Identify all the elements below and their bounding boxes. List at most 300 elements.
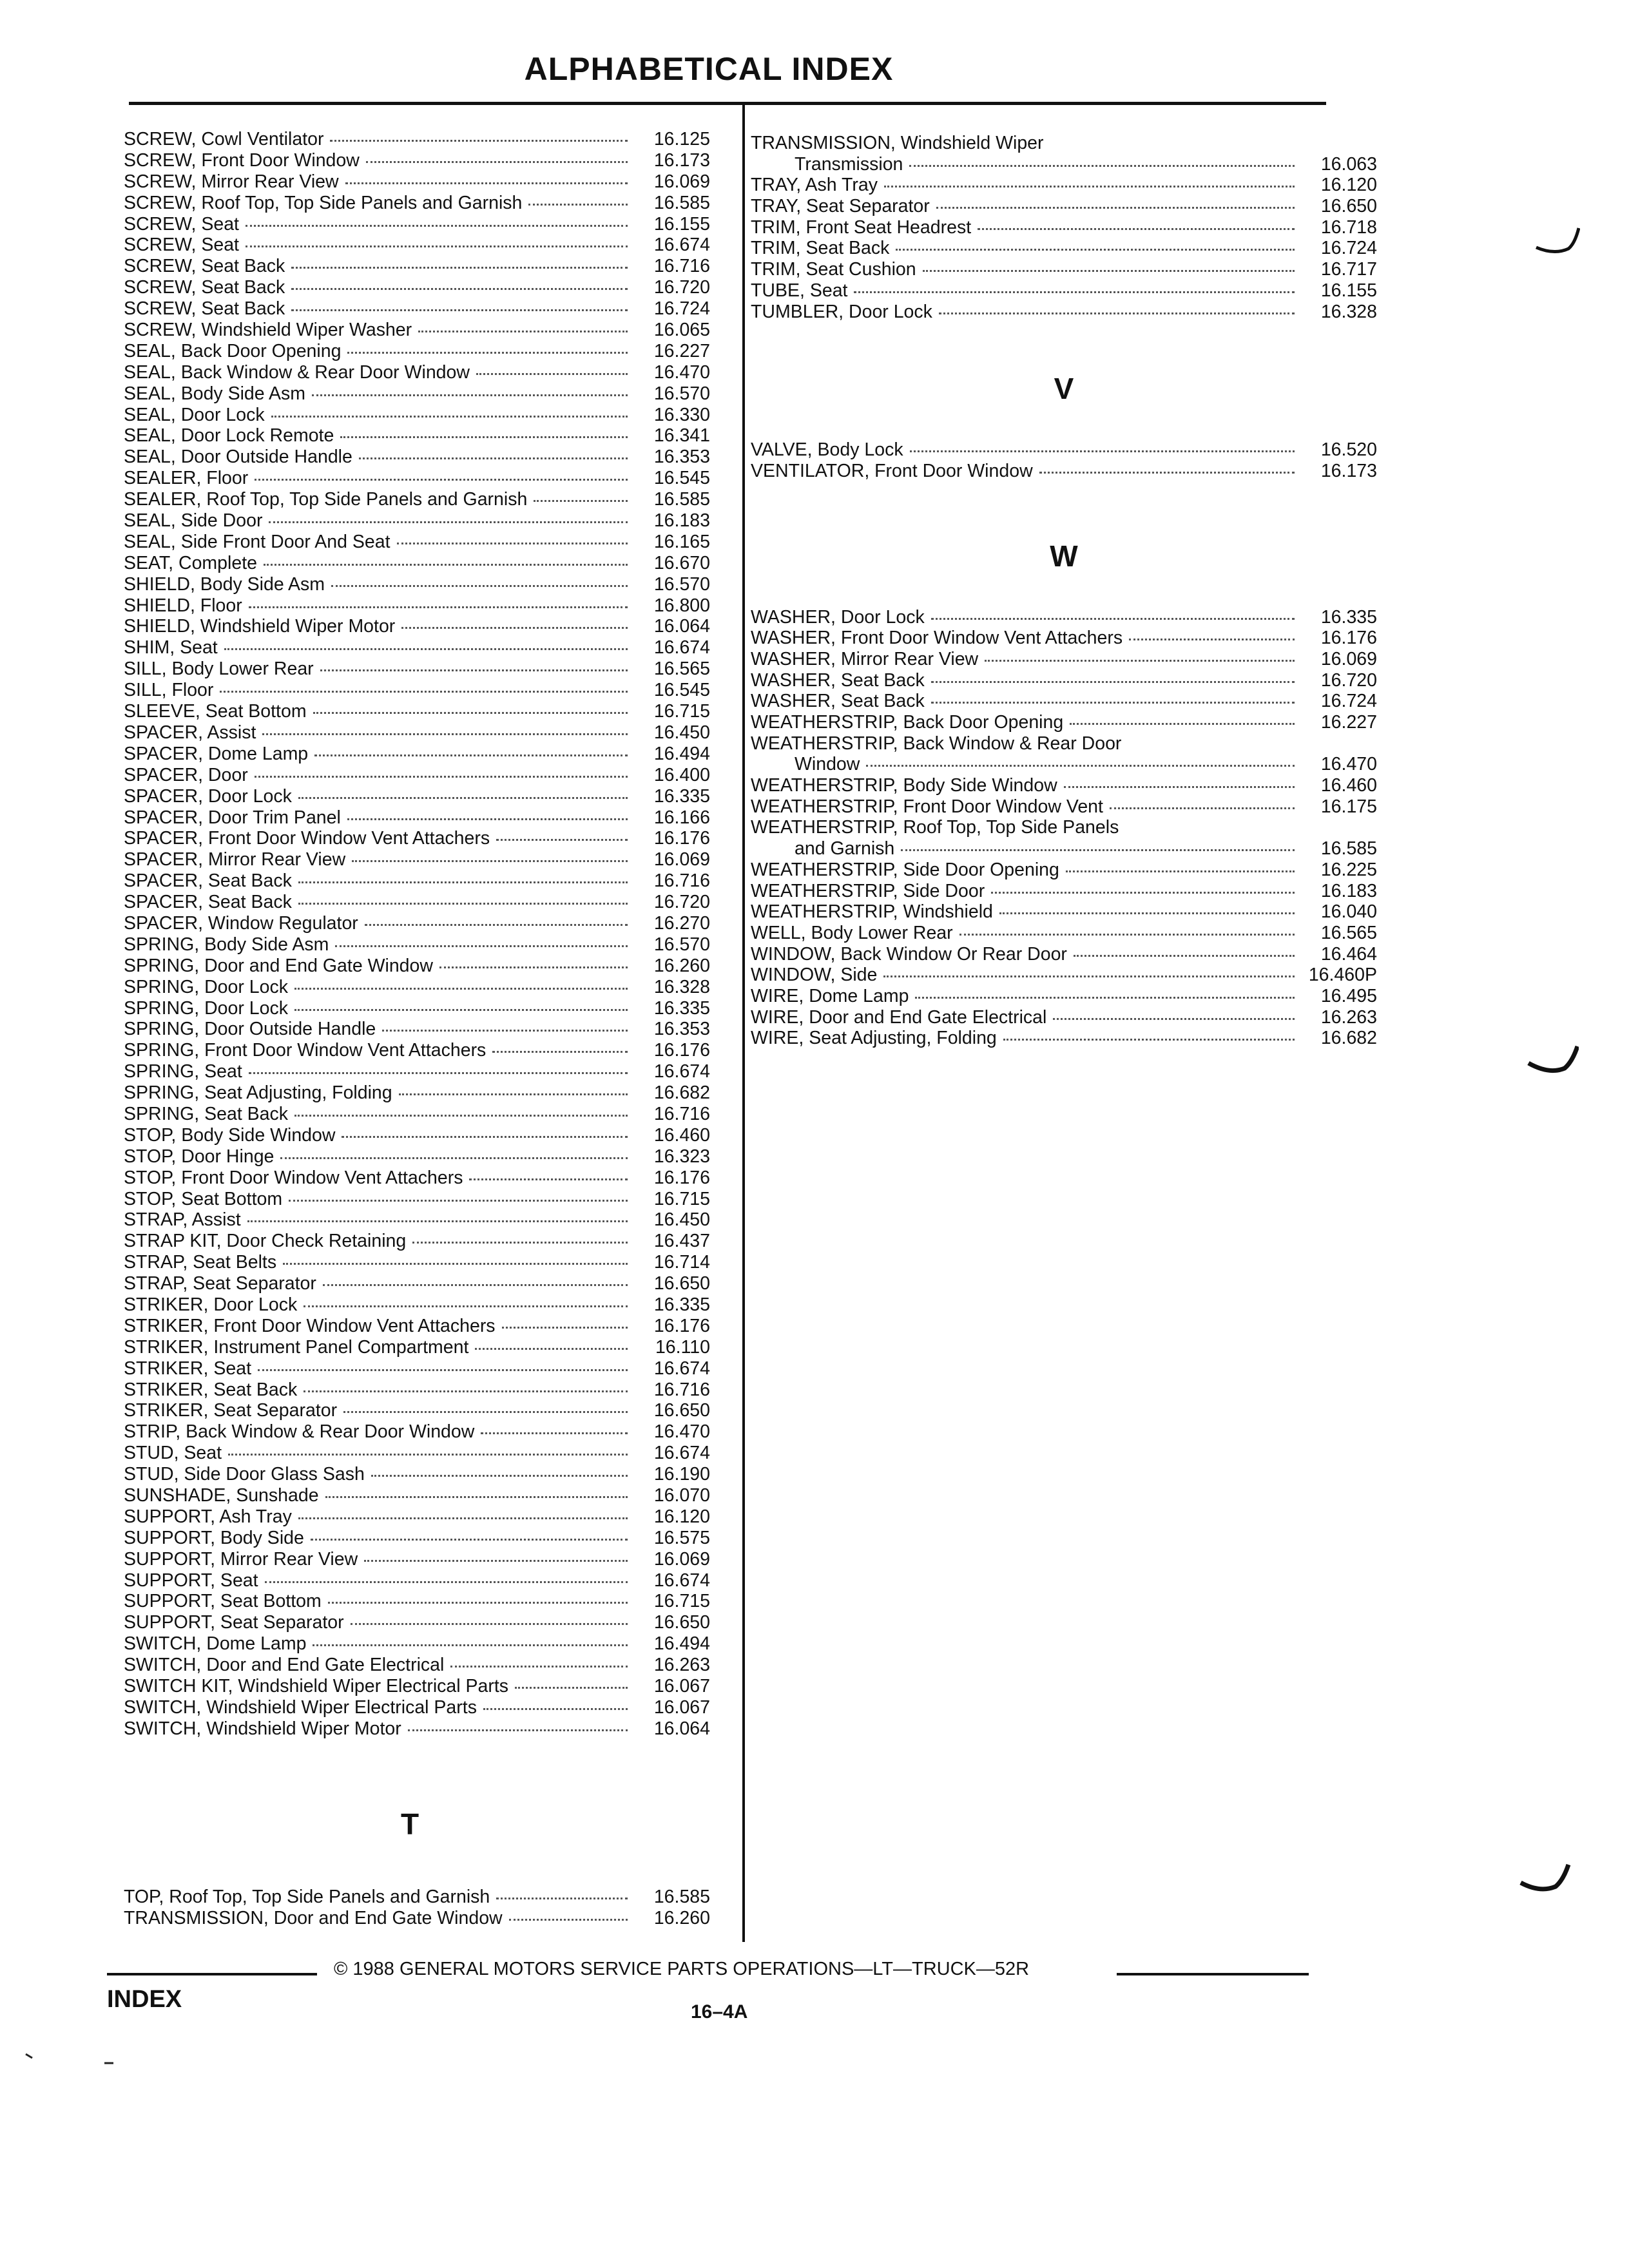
entry-label: TRANSMISSION, Windshield Wiper <box>751 133 1044 153</box>
dot-leader <box>264 564 628 566</box>
dot-leader <box>289 1200 628 1202</box>
dot-leader <box>418 331 628 332</box>
entry-label: STUD, Seat <box>124 1443 222 1464</box>
entry-page: 16.437 <box>653 1231 710 1252</box>
entry-page: 16.166 <box>653 807 710 828</box>
dot-leader <box>408 1729 628 1731</box>
dot-leader <box>1003 1039 1295 1041</box>
entry-label: TUMBLER, Door Lock <box>751 301 932 322</box>
index-entry <box>124 277 710 298</box>
entry-page: 16.110 <box>655 1336 710 1358</box>
entry-label: VALVE, Body Lock <box>751 439 903 461</box>
index-entry <box>124 1421 710 1443</box>
index-entry <box>124 129 710 150</box>
entry-label: SPACER, Seat Back <box>124 870 292 892</box>
index-entry <box>124 405 710 426</box>
entry-page: 16.064 <box>653 616 710 637</box>
index-entry <box>124 1400 710 1421</box>
index-entry <box>124 1294 710 1316</box>
index-entry <box>124 256 710 277</box>
entry-label: SPRING, Seat <box>124 1061 242 1082</box>
entry-label: STRAP, Assist <box>124 1209 241 1231</box>
index-entry <box>751 775 1377 796</box>
binding-hole-mark <box>1535 226 1580 258</box>
dot-leader <box>255 479 628 481</box>
footer-page-number: 16–4A <box>691 2001 748 2023</box>
index-entry <box>124 1464 710 1485</box>
entry-label: SPRING, Door Lock <box>124 976 288 997</box>
entry-label: STRIKER, Seat Separator <box>124 1400 338 1421</box>
section-t-entry-list <box>124 1887 710 1929</box>
entry-page: 16.585 <box>653 192 710 213</box>
dot-leader <box>291 267 628 269</box>
index-entry <box>124 1676 710 1697</box>
entry-label: STRAP KIT, Door Check Retaining <box>124 1231 407 1252</box>
entry-label: SCREW, Windshield Wiper Washer <box>124 320 412 341</box>
dot-leader <box>509 1919 628 1921</box>
index-entry <box>124 1570 710 1591</box>
index-entry <box>751 302 1377 323</box>
index-entry <box>751 1028 1377 1049</box>
entry-page: 16.716 <box>653 256 710 277</box>
entry-page: 16.716 <box>653 1103 710 1124</box>
index-entry <box>751 439 1377 461</box>
index-entry <box>124 447 710 468</box>
entry-label: SILL, Floor <box>124 680 214 701</box>
dot-leader <box>502 1327 628 1329</box>
entry-page: 16.067 <box>653 1696 710 1718</box>
entry-label: WEATHERSTRIP, Body Side Window <box>751 775 1057 796</box>
index-entry <box>124 489 710 510</box>
dot-leader <box>304 1305 628 1307</box>
entry-page: 16.263 <box>653 1655 710 1676</box>
entry-label: SEAL, Body Side Asm <box>124 383 305 404</box>
index-entry <box>124 1358 710 1379</box>
entry-label: TOP, Roof Top, Top Side Panels and Garnish <box>124 1886 490 1907</box>
entry-page: 16.176 <box>1320 628 1377 649</box>
entry-page: 16.460 <box>653 1124 710 1146</box>
entry-label: SHIM, Seat <box>124 637 218 658</box>
entry-label: WEATHERSTRIP, Back Door Opening <box>751 712 1064 733</box>
entry-label: SPACER, Door Trim Panel <box>124 807 341 828</box>
dot-leader <box>978 228 1295 230</box>
index-entry <box>124 637 710 658</box>
entry-page: 16.165 <box>653 531 710 552</box>
dot-leader <box>265 1581 628 1583</box>
dot-leader <box>330 140 628 142</box>
section-w-entry-list-a <box>751 607 1377 733</box>
entry-label: SEAL, Side Front Door And Seat <box>124 531 390 552</box>
entry-label: SPACER, Front Door Window Vent Attachers <box>124 828 490 849</box>
entry-page: 16.650 <box>653 1273 710 1294</box>
entry-label: SWITCH, Windshield Wiper Motor <box>124 1718 401 1739</box>
entry-label: SHIELD, Windshield Wiper Motor <box>124 616 396 637</box>
dot-leader <box>298 903 628 905</box>
entry-label: WASHER, Mirror Rear View <box>751 648 979 669</box>
dot-leader <box>901 849 1295 851</box>
index-entry <box>124 510 710 532</box>
index-entry <box>124 786 710 807</box>
index-entry <box>124 701 710 722</box>
dot-leader <box>220 691 628 693</box>
entry-label: SPACER, Window Regulator <box>124 912 358 934</box>
entry-page: 16.155 <box>653 213 710 235</box>
index-entry-wrapped <box>751 733 1377 754</box>
dot-leader <box>1129 639 1295 640</box>
dot-leader <box>298 797 628 799</box>
index-entry <box>124 1528 710 1549</box>
entry-label: SPACER, Door Lock <box>124 785 292 807</box>
section-v-entry-list <box>751 439 1377 481</box>
entry-label: SPACER, Door <box>124 764 248 785</box>
entry-page: 16.460P <box>1308 965 1377 986</box>
dot-leader <box>1053 1018 1295 1020</box>
entry-page: 16.670 <box>653 552 710 573</box>
entry-label: SPRING, Front Door Window Vent Attachers <box>124 1040 487 1061</box>
dot-leader <box>291 309 628 311</box>
index-entry <box>751 901 1377 923</box>
entry-page: 16.176 <box>653 828 710 849</box>
entry-label: SLEEVE, Seat Bottom <box>124 701 307 722</box>
entry-page: 16.724 <box>653 298 710 320</box>
index-entry <box>124 956 710 977</box>
index-entry <box>751 259 1377 280</box>
entry-page: 16.225 <box>1320 859 1377 880</box>
index-entry <box>124 658 710 680</box>
entry-page: 16.450 <box>653 722 710 743</box>
index-entry <box>124 298 710 320</box>
index-entry <box>124 1273 710 1294</box>
index-entry <box>124 1231 710 1252</box>
entry-label: WASHER, Front Door Window Vent Attachers <box>751 628 1123 649</box>
entry-page: 16.069 <box>653 1548 710 1570</box>
entry-page: 16.175 <box>1320 796 1377 817</box>
entry-label: SEALER, Roof Top, Top Side Panels and Garnish <box>124 489 528 510</box>
entry-page: 16.650 <box>653 1612 710 1633</box>
entry-label: SCREW, Seat <box>124 213 239 235</box>
entry-label: SPACER, Seat Back <box>124 892 292 913</box>
index-entry-continuation <box>751 754 1377 775</box>
index-entry <box>751 986 1377 1007</box>
entry-label: SUPPORT, Seat <box>124 1570 258 1591</box>
index-entry <box>751 175 1377 196</box>
entry-page: 16.064 <box>653 1718 710 1739</box>
index-entry <box>751 628 1377 649</box>
dot-leader <box>347 818 628 820</box>
dot-leader <box>314 754 628 756</box>
dot-leader <box>923 270 1295 272</box>
index-entry <box>124 934 710 956</box>
index-entry <box>751 217 1377 238</box>
index-entry <box>124 828 710 849</box>
dot-leader <box>294 1009 628 1011</box>
entry-label: SHIELD, Body Side Asm <box>124 573 325 595</box>
entry-page: 16.328 <box>1320 301 1377 322</box>
entry-page: 16.183 <box>1320 880 1377 901</box>
index-entry <box>124 1146 710 1168</box>
dot-leader <box>915 997 1295 999</box>
dot-leader <box>224 648 628 650</box>
dot-leader <box>365 924 628 926</box>
entry-label: SPACER, Mirror Rear View <box>124 849 346 870</box>
dot-leader <box>312 394 628 396</box>
entry-page: 16.715 <box>653 1591 710 1612</box>
entry-label: STRIKER, Seat <box>124 1358 251 1379</box>
index-entry <box>751 670 1377 691</box>
title-rule <box>129 102 1326 105</box>
entry-page: 16.155 <box>1320 280 1377 301</box>
index-entry <box>124 425 710 447</box>
index-entry <box>124 1019 710 1040</box>
dot-leader <box>343 1411 628 1413</box>
index-entry <box>124 1718 710 1740</box>
dot-leader <box>931 681 1295 683</box>
dot-leader <box>280 1157 628 1159</box>
index-entry <box>124 1189 710 1210</box>
index-entry <box>124 1082 710 1104</box>
entry-page: 16.724 <box>1320 238 1377 259</box>
entry-label: SILL, Body Lower Rear <box>124 658 314 680</box>
entry-label: SEAT, Complete <box>124 552 257 573</box>
entry-page: 16.674 <box>653 637 710 658</box>
index-entry <box>124 1252 710 1273</box>
entry-page: 16.176 <box>653 1167 710 1188</box>
section-letter-t: T <box>401 1807 419 1841</box>
entry-page: 16.570 <box>653 383 710 404</box>
scan-speck-mark <box>23 2050 49 2076</box>
dot-leader <box>364 1560 628 1562</box>
entry-page: 16.674 <box>653 1358 710 1379</box>
index-entry <box>124 1379 710 1401</box>
dot-leader <box>896 249 1295 251</box>
index-entry <box>124 193 710 214</box>
index-entry-continuation <box>751 154 1377 175</box>
entry-page: 16.585 <box>653 1886 710 1907</box>
entry-label: SHIELD, Floor <box>124 595 242 616</box>
entry-label: SEAL, Side Door <box>124 510 263 532</box>
index-entry <box>124 870 710 892</box>
entry-page: 16.715 <box>653 701 710 722</box>
entry-label: WEATHERSTRIP, Roof Top, Top Side Panels <box>751 817 1119 838</box>
page-title: ALPHABETICAL INDEX <box>524 51 894 87</box>
dot-leader <box>397 543 628 544</box>
dot-leader <box>320 669 628 671</box>
entry-page: 16.341 <box>653 425 710 447</box>
dot-leader <box>298 881 628 883</box>
entry-page: 16.069 <box>653 849 710 870</box>
dot-leader <box>359 457 628 459</box>
entry-page: 16.720 <box>1320 669 1377 691</box>
entry-page: 16.069 <box>653 171 710 192</box>
entry-label: VENTILATOR, Front Door Window <box>751 460 1033 481</box>
index-entry <box>124 1337 710 1358</box>
entry-page: 16.335 <box>653 997 710 1019</box>
index-entry <box>124 1633 710 1655</box>
dot-leader <box>483 1708 628 1710</box>
dot-leader <box>246 225 628 227</box>
entry-label: TRAY, Seat Separator <box>751 196 930 217</box>
entry-label: SPACER, Dome Lamp <box>124 743 309 764</box>
dot-leader <box>854 291 1295 293</box>
index-entry <box>124 574 710 595</box>
index-entry <box>124 616 710 637</box>
index-entry <box>124 680 710 701</box>
entry-page: 16.176 <box>653 1040 710 1061</box>
entry-label: WIRE, Seat Adjusting, Folding <box>751 1028 997 1049</box>
dot-leader <box>340 436 628 438</box>
entry-page: 16.173 <box>653 149 710 171</box>
entry-label: WINDOW, Side <box>751 965 878 986</box>
entry-page: 16.714 <box>653 1252 710 1273</box>
entry-label: WIRE, Door and End Gate Electrical <box>751 1006 1047 1028</box>
dot-leader <box>345 182 628 184</box>
index-entry <box>124 1591 710 1612</box>
dot-leader <box>347 352 628 354</box>
right-t-entry-list <box>751 175 1377 322</box>
entry-label: STOP, Seat Bottom <box>124 1188 283 1209</box>
index-entry <box>124 744 710 765</box>
entry-label: STRIKER, Front Door Window Vent Attachers <box>124 1315 496 1336</box>
entry-label: SEALER, Floor <box>124 468 249 489</box>
index-entry <box>124 1168 710 1189</box>
entry-label-continuation: and Garnish <box>795 838 895 860</box>
entry-label: SPRING, Door and End Gate Window <box>124 955 433 976</box>
dot-leader <box>931 702 1295 704</box>
dot-leader <box>258 1369 628 1371</box>
dot-leader <box>412 1242 628 1244</box>
section-letter-w: W <box>1050 539 1078 573</box>
index-entry <box>124 722 710 744</box>
right-column <box>751 133 1377 1049</box>
entry-page: 16.335 <box>653 1294 710 1315</box>
index-entry <box>751 944 1377 965</box>
entry-label: WEATHERSTRIP, Side Door <box>751 880 985 901</box>
index-entry <box>124 807 710 829</box>
entry-page: 16.520 <box>1320 439 1377 461</box>
index-entry <box>124 1655 710 1676</box>
entry-label: SCREW, Mirror Rear View <box>124 171 339 192</box>
entry-page: 16.470 <box>1320 754 1377 775</box>
index-entry <box>124 214 710 235</box>
index-entry <box>124 532 710 553</box>
entry-page: 16.724 <box>1320 691 1377 712</box>
entry-label: STRAP, Seat Belts <box>124 1252 277 1273</box>
index-entry <box>124 320 710 341</box>
dot-leader <box>883 975 1295 977</box>
index-entry <box>124 1209 710 1231</box>
dot-leader <box>450 1666 628 1667</box>
dot-leader <box>311 1539 628 1541</box>
index-entry <box>751 280 1377 302</box>
index-entry <box>124 1443 710 1464</box>
entry-label: SEAL, Back Door Opening <box>124 340 342 361</box>
index-entry <box>124 341 710 362</box>
entry-label: WINDOW, Back Window Or Rear Door <box>751 943 1067 965</box>
index-entry <box>751 691 1377 712</box>
entry-label: SUPPORT, Body Side <box>124 1527 304 1548</box>
dot-leader <box>492 1051 628 1053</box>
dot-leader <box>342 1136 628 1138</box>
index-entry-wrapped <box>751 817 1377 838</box>
index-entry <box>124 1506 710 1528</box>
left-column <box>124 129 710 1928</box>
dot-leader <box>999 912 1295 914</box>
entry-page: 16.065 <box>653 320 710 341</box>
entry-page: 16.575 <box>653 1527 710 1548</box>
dot-leader <box>335 945 628 947</box>
entry-page: 16.190 <box>653 1464 710 1485</box>
index-entry <box>751 965 1377 986</box>
dot-leader <box>528 204 628 206</box>
dot-leader <box>255 776 628 778</box>
entry-page: 16.063 <box>1320 153 1377 175</box>
dot-leader <box>328 1602 628 1604</box>
dot-leader <box>352 860 628 862</box>
footer-rule-left <box>107 1973 317 1975</box>
index-entry <box>751 196 1377 217</box>
entry-page: 16.565 <box>653 658 710 680</box>
entry-label: SCREW, Cowl Ventilator <box>124 129 324 149</box>
index-entry <box>124 1061 710 1082</box>
footer-copyright: © 1988 GENERAL MOTORS SERVICE PARTS OPERATIONS—LT—TRUCK—52R <box>334 1959 1030 1979</box>
dot-leader <box>313 712 628 714</box>
dot-leader <box>298 1517 628 1519</box>
index-entry <box>124 235 710 256</box>
entry-page: 16.716 <box>653 1379 710 1400</box>
index-entry <box>124 1125 710 1146</box>
entry-label: STUD, Side Door Glass Sash <box>124 1464 365 1485</box>
entry-page: 16.335 <box>653 785 710 807</box>
entry-page: 16.570 <box>653 934 710 955</box>
entry-label: WELL, Body Lower Rear <box>751 922 953 943</box>
column-divider <box>742 102 745 1942</box>
entry-label: SUPPORT, Seat Bottom <box>124 1591 322 1612</box>
dot-leader <box>1066 870 1295 872</box>
index-entry <box>124 765 710 786</box>
entry-page: 16.585 <box>1320 838 1377 860</box>
index-entry <box>751 607 1377 628</box>
index-entry <box>124 150 710 171</box>
dot-leader <box>401 627 628 629</box>
entry-label: SPRING, Door Lock <box>124 997 288 1019</box>
index-entry <box>124 1104 710 1125</box>
section-letter-v: V <box>1054 372 1074 406</box>
index-entry <box>751 1007 1377 1028</box>
dot-leader <box>515 1687 628 1689</box>
dot-leader <box>269 521 628 523</box>
entry-page: 16.470 <box>653 1421 710 1443</box>
index-entry <box>751 881 1377 902</box>
dot-leader <box>331 585 628 587</box>
dot-leader <box>371 1475 628 1477</box>
entry-page: 16.070 <box>653 1485 710 1506</box>
binding-hole-mark <box>1519 1861 1571 1896</box>
entry-label: WASHER, Seat Back <box>751 691 925 712</box>
dot-leader <box>496 839 628 841</box>
index-entry <box>124 1549 710 1570</box>
index-entry <box>751 796 1377 818</box>
dot-leader <box>469 1178 628 1180</box>
entry-page: 16.545 <box>653 680 710 701</box>
entry-label: TRIM, Seat Back <box>751 238 890 259</box>
entry-label: SWITCH KIT, Windshield Wiper Electrical Parts <box>124 1676 509 1697</box>
entry-page: 16.570 <box>653 573 710 595</box>
entry-page: 16.173 <box>1320 460 1377 481</box>
entry-page: 16.674 <box>653 235 710 256</box>
entry-page: 16.565 <box>1320 922 1377 943</box>
entry-label: SCREW, Roof Top, Top Side Panels and Garnish <box>124 192 523 213</box>
entry-page: 16.183 <box>653 510 710 532</box>
